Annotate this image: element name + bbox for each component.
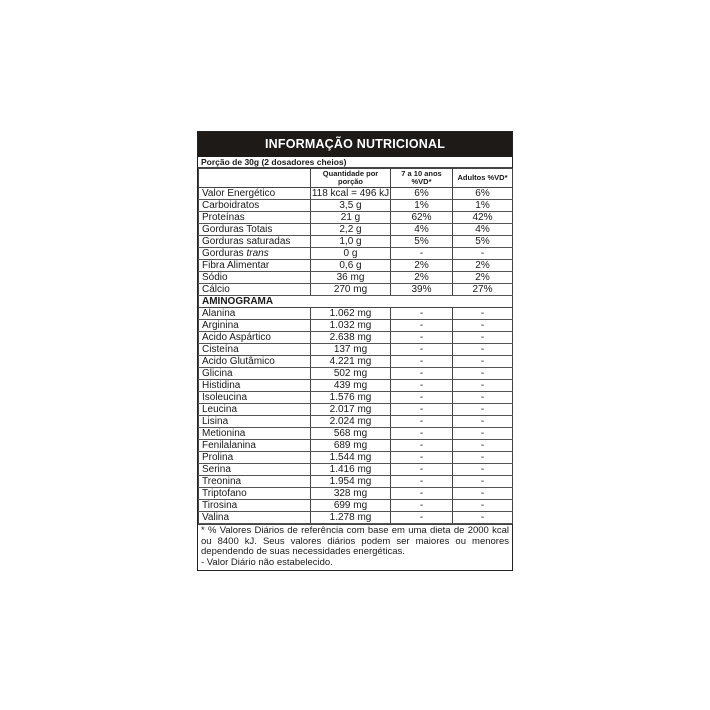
aminogram-header-row: [199, 296, 513, 308]
table-row: [199, 344, 513, 356]
table-row: [199, 332, 513, 344]
row-name: Ácido Glutâmico: [199, 356, 311, 368]
row-name: Prolina: [199, 452, 311, 464]
row-name: Treonina: [199, 476, 311, 488]
label-title: INFORMAÇÃO NUTRICIONAL: [198, 132, 512, 157]
row-name: Metionina: [199, 428, 311, 440]
footnote-vd-reference: * % Valores Diários de referência com base em uma dieta de 2000 kcal ou 8400 kJ. Seus valores diários podem ser maiores ou menores dependendo de suas necessidades energéticas.: [201, 525, 509, 557]
row-vd-kids: -: [391, 404, 453, 416]
table-row: [199, 200, 513, 212]
table-header-row: [199, 169, 513, 188]
row-quantity: 2.024 mg: [311, 416, 391, 428]
row-quantity: 137 mg: [311, 344, 391, 356]
row-vd-kids: -: [391, 380, 453, 392]
row-vd-adults: -: [453, 464, 513, 476]
row-vd-adults: -: [453, 500, 513, 512]
table-row: [199, 356, 513, 368]
row-name: Glicina: [199, 368, 311, 380]
row-quantity: 502 mg: [311, 368, 391, 380]
row-vd-kids: -: [391, 452, 453, 464]
row-quantity: 689 mg: [311, 440, 391, 452]
header-name: [199, 169, 311, 188]
row-name: Cálcio: [199, 284, 311, 296]
portion-size: Porção de 30g (2 dosadores cheios): [198, 157, 512, 168]
row-vd-kids: -: [391, 320, 453, 332]
row-name: Gorduras saturadas: [199, 236, 311, 248]
row-name: Gorduras trans: [199, 248, 311, 260]
row-quantity: 699 mg: [311, 500, 391, 512]
row-name: Tirosina: [199, 500, 311, 512]
header-quantity: Quantidade por porção: [311, 169, 391, 188]
aminogram-body: [199, 308, 513, 524]
row-vd-adults: 4%: [453, 224, 513, 236]
row-quantity: 1.576 mg: [311, 392, 391, 404]
row-vd-kids: 6%: [391, 188, 453, 200]
row-vd-adults: -: [453, 404, 513, 416]
row-quantity: 36 mg: [311, 272, 391, 284]
row-name: Serina: [199, 464, 311, 476]
row-quantity: 0,6 g: [311, 260, 391, 272]
row-name: Proteínas: [199, 212, 311, 224]
row-quantity: 1.954 mg: [311, 476, 391, 488]
row-quantity: 568 mg: [311, 428, 391, 440]
row-name: Histidina: [199, 380, 311, 392]
row-vd-kids: 1%: [391, 200, 453, 212]
row-quantity: 2.638 mg: [311, 332, 391, 344]
row-vd-adults: -: [453, 452, 513, 464]
row-name: Isoleucina: [199, 392, 311, 404]
row-vd-kids: -: [391, 476, 453, 488]
table-row: [199, 212, 513, 224]
row-vd-kids: -: [391, 500, 453, 512]
row-vd-kids: -: [391, 332, 453, 344]
row-vd-kids: -: [391, 344, 453, 356]
table-row: [199, 380, 513, 392]
nutrition-facts-label: [197, 131, 513, 571]
row-quantity: 270 mg: [311, 284, 391, 296]
row-vd-adults: -: [453, 440, 513, 452]
table-row: [199, 500, 513, 512]
table-row: [199, 248, 513, 260]
row-quantity: 1.032 mg: [311, 320, 391, 332]
row-vd-adults: -: [453, 428, 513, 440]
row-vd-adults: 27%: [453, 284, 513, 296]
row-vd-kids: 4%: [391, 224, 453, 236]
row-name: Valor Energético: [199, 188, 311, 200]
header-vd-kids: 7 a 10 anos %VD*: [391, 169, 453, 188]
row-quantity: 1.544 mg: [311, 452, 391, 464]
row-name: Sódio: [199, 272, 311, 284]
nutrition-table: [198, 168, 513, 524]
row-name: Valina: [199, 512, 311, 524]
row-name: Arginina: [199, 320, 311, 332]
row-quantity: 4.221 mg: [311, 356, 391, 368]
table-row: [199, 476, 513, 488]
row-name: Fenilalanina: [199, 440, 311, 452]
table-row: [199, 512, 513, 524]
table-row: [199, 464, 513, 476]
table-row: [199, 488, 513, 500]
table-row: [199, 260, 513, 272]
row-vd-kids: -: [391, 392, 453, 404]
row-vd-adults: 1%: [453, 200, 513, 212]
table-row: [199, 224, 513, 236]
row-name: Cisteína: [199, 344, 311, 356]
row-vd-kids: -: [391, 368, 453, 380]
table-row: [199, 440, 513, 452]
row-vd-adults: 2%: [453, 272, 513, 284]
row-quantity: 328 mg: [311, 488, 391, 500]
row-name: Carboidratos: [199, 200, 311, 212]
row-vd-kids: 2%: [391, 272, 453, 284]
row-name: Fibra Alimentar: [199, 260, 311, 272]
row-vd-kids: -: [391, 464, 453, 476]
table-row: [199, 428, 513, 440]
nutrients-body: [199, 188, 513, 296]
row-quantity: 439 mg: [311, 380, 391, 392]
row-name: Gorduras Totais: [199, 224, 311, 236]
row-vd-kids: 39%: [391, 284, 453, 296]
row-quantity: 1.062 mg: [311, 308, 391, 320]
table-row: [199, 236, 513, 248]
footnote: [198, 524, 512, 570]
row-vd-kids: 62%: [391, 212, 453, 224]
row-vd-kids: -: [391, 488, 453, 500]
row-vd-kids: 2%: [391, 260, 453, 272]
row-quantity: 1.416 mg: [311, 464, 391, 476]
aminogram-title: AMINOGRAMA: [199, 296, 513, 308]
footnote-not-established: - Valor Diário não estabelecido.: [201, 556, 333, 568]
row-vd-kids: -: [391, 248, 453, 260]
row-quantity: 0 g: [311, 248, 391, 260]
row-vd-kids: -: [391, 356, 453, 368]
row-vd-adults: 2%: [453, 260, 513, 272]
row-name: Lisina: [199, 416, 311, 428]
table-row: [199, 452, 513, 464]
row-vd-adults: -: [453, 476, 513, 488]
row-name: Alanina: [199, 308, 311, 320]
table-row: [199, 404, 513, 416]
table-row: [199, 272, 513, 284]
row-vd-adults: -: [453, 248, 513, 260]
row-vd-kids: -: [391, 512, 453, 524]
row-quantity: 3,5 g: [311, 200, 391, 212]
row-vd-adults: -: [453, 380, 513, 392]
row-vd-adults: -: [453, 344, 513, 356]
row-vd-kids: -: [391, 416, 453, 428]
row-vd-adults: -: [453, 368, 513, 380]
row-name: Triptofano: [199, 488, 311, 500]
row-name: Leucina: [199, 404, 311, 416]
row-quantity: 2,2 g: [311, 224, 391, 236]
row-vd-adults: -: [453, 356, 513, 368]
row-vd-adults: -: [453, 488, 513, 500]
table-row: [199, 392, 513, 404]
row-vd-kids: -: [391, 428, 453, 440]
table-row: [199, 320, 513, 332]
row-quantity: 1.278 mg: [311, 512, 391, 524]
row-vd-adults: -: [453, 416, 513, 428]
table-row: [199, 284, 513, 296]
row-vd-adults: -: [453, 332, 513, 344]
row-vd-adults: -: [453, 320, 513, 332]
row-quantity: 2.017 mg: [311, 404, 391, 416]
row-vd-kids: 5%: [391, 236, 453, 248]
row-name: Ácido Aspártico: [199, 332, 311, 344]
row-vd-kids: -: [391, 308, 453, 320]
table-row: [199, 188, 513, 200]
row-quantity: 1,0 g: [311, 236, 391, 248]
row-vd-adults: -: [453, 512, 513, 524]
row-vd-adults: 5%: [453, 236, 513, 248]
table-row: [199, 416, 513, 428]
row-vd-adults: 6%: [453, 188, 513, 200]
row-vd-adults: -: [453, 308, 513, 320]
header-vd-adults: Adultos %VD*: [453, 169, 513, 188]
row-quantity: 118 kcal = 496 kJ: [311, 188, 390, 199]
table-row: [199, 308, 513, 320]
row-vd-adults: -: [453, 392, 513, 404]
table-row: [199, 368, 513, 380]
row-vd-adults: 42%: [453, 212, 513, 224]
row-quantity: 21 g: [311, 212, 391, 224]
row-vd-kids: -: [391, 440, 453, 452]
